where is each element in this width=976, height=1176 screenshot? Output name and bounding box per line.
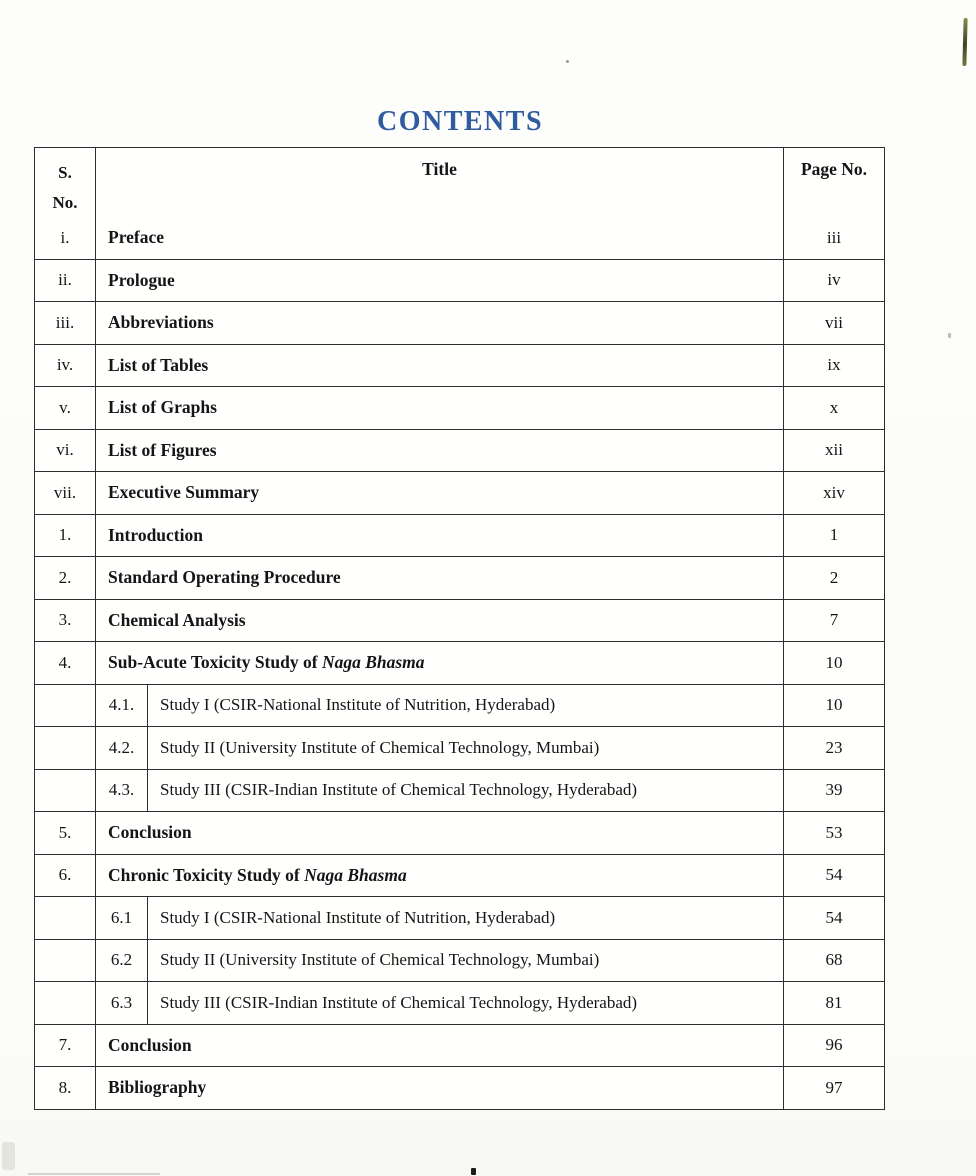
serial-number-cell — [35, 727, 96, 769]
serial-number-cell: ii. — [35, 260, 96, 302]
table-row — [35, 854, 884, 897]
title-cell — [148, 685, 784, 727]
title-cell — [96, 1025, 784, 1067]
page-number-cell: 81 — [825, 992, 843, 1012]
sub-number-cell: 4.1. — [96, 685, 148, 727]
title-text: Introduction — [108, 524, 203, 545]
table-row — [35, 556, 884, 599]
title-text: Study III (CSIR-Indian Institute of Chemical Technology, Hyderabad) — [160, 992, 638, 1012]
table-row — [35, 514, 884, 557]
title-text: List of Tables — [108, 354, 209, 375]
page-number-cell: iii — [826, 227, 842, 247]
page-number-cell: 96 — [825, 1035, 843, 1055]
title-text: Conclusion — [108, 1034, 192, 1055]
scan-artifact-smudge-bottom-left — [2, 1142, 15, 1170]
serial-number-cell: 3. — [35, 600, 96, 642]
table-row — [35, 386, 884, 429]
table-row — [35, 599, 884, 642]
page-number-cell: 1 — [829, 525, 839, 545]
serial-number-cell: 1. — [35, 515, 96, 557]
page-number-cell: 68 — [825, 950, 843, 970]
title-text: Chemical Analysis — [108, 609, 246, 630]
sub-number-cell: 6.3 — [96, 982, 148, 1024]
page-number-cell: 97 — [825, 1077, 843, 1097]
title-text: Prologue — [108, 269, 175, 290]
table-row — [35, 1066, 884, 1109]
serial-number-cell: vi. — [35, 430, 96, 472]
title-text: Study I (CSIR-National Institute of Nutrition, Hyderabad) — [160, 907, 556, 927]
page-number-cell: 7 — [829, 610, 839, 630]
scan-artifact-mark-right — [948, 333, 951, 338]
title-text: Bibliography — [108, 1077, 207, 1098]
title-text: Standard Operating Procedure — [108, 567, 341, 588]
serial-number-cell: 8. — [35, 1067, 96, 1109]
scan-artifact-dot-top — [566, 60, 569, 63]
title-cell — [96, 472, 784, 514]
title-text: Conclusion — [108, 822, 192, 843]
page-title: CONTENTS — [376, 106, 544, 137]
page-number-cell: 54 — [825, 865, 843, 885]
table-body — [35, 217, 884, 1109]
title-cell — [96, 515, 784, 557]
table-row — [35, 1024, 884, 1067]
scan-artifact-bottom-ticks — [28, 1173, 160, 1175]
title-text: Sub-Acute Toxicity Study of — [108, 652, 318, 673]
table-row — [35, 939, 884, 982]
header-serial-number — [35, 148, 96, 217]
sub-number-cell: 6.2 — [96, 940, 148, 982]
title-cell — [96, 387, 784, 429]
table-row — [35, 301, 884, 344]
sub-number-cell: 4.2. — [96, 727, 148, 769]
title-cell — [148, 770, 784, 812]
title-cell — [96, 642, 784, 684]
serial-number-cell — [35, 897, 96, 939]
page-number-cell: x — [829, 397, 839, 417]
page-number-cell: 2 — [829, 567, 839, 587]
scan-artifact-green-streak — [962, 18, 967, 66]
page-number-cell: xiv — [823, 482, 845, 502]
title-cell — [96, 600, 784, 642]
title-cell — [96, 812, 784, 854]
table-row — [35, 769, 884, 812]
page-number-cell: 54 — [825, 907, 843, 927]
table-row — [35, 471, 884, 514]
table-row — [35, 896, 884, 939]
serial-number-cell — [35, 982, 96, 1024]
serial-number-cell: 4. — [35, 642, 96, 684]
header-page-number: Page No. — [800, 159, 868, 179]
table-header-row — [35, 148, 884, 217]
serial-number-cell: 7. — [35, 1025, 96, 1067]
table-row — [35, 726, 884, 769]
table-row — [35, 259, 884, 302]
title-cell — [148, 940, 784, 982]
serial-number-cell: i. — [35, 217, 96, 259]
title-text: Study III (CSIR-Indian Institute of Chemical Technology, Hyderabad) — [160, 780, 638, 800]
table-row — [35, 811, 884, 854]
serial-number-cell: iv. — [35, 345, 96, 387]
table-row — [35, 344, 884, 387]
table-row — [35, 429, 884, 472]
serial-number-cell: 6. — [35, 855, 96, 897]
title-cell — [96, 855, 784, 897]
page-number-cell: vii — [825, 312, 843, 332]
title-cell — [96, 345, 784, 387]
header-sno-line2: No. — [52, 192, 78, 212]
sub-number-cell: 4.3. — [96, 770, 148, 812]
serial-number-cell — [35, 770, 96, 812]
title-cell — [96, 557, 784, 599]
page-number-cell: iv — [827, 270, 841, 290]
serial-number-cell: 2. — [35, 557, 96, 599]
page-number-cell: 10 — [825, 695, 843, 715]
title-cell — [148, 727, 784, 769]
title-text: List of Figures — [108, 439, 217, 460]
title-text: Study I (CSIR-National Institute of Nutrition, Hyderabad) — [160, 695, 556, 715]
title-cell — [148, 982, 784, 1024]
contents-table — [34, 147, 885, 1110]
title-text: Chronic Toxicity Study of — [108, 864, 300, 885]
title-cell — [96, 217, 784, 259]
header-sno-line1: S. — [58, 163, 72, 182]
table-row — [35, 981, 884, 1024]
scan-artifact-dot-bottom — [471, 1168, 476, 1175]
page-number-cell: ix — [827, 355, 841, 375]
serial-number-cell: iii. — [35, 302, 96, 344]
title-italic-text: Naga Bhasma — [317, 652, 425, 673]
sub-number-cell: 6.1 — [96, 897, 148, 939]
title-cell — [96, 1067, 784, 1109]
title-cell — [96, 302, 784, 344]
title-cell — [96, 430, 784, 472]
serial-number-cell — [35, 685, 96, 727]
serial-number-cell: vii. — [35, 472, 96, 514]
title-italic-text: Naga Bhasma — [299, 864, 407, 885]
title-text: Executive Summary — [108, 482, 260, 503]
table-row — [35, 641, 884, 684]
title-cell — [148, 897, 784, 939]
table-row — [35, 684, 884, 727]
page-number-cell: 23 — [825, 737, 843, 757]
serial-number-cell: 5. — [35, 812, 96, 854]
serial-number-cell — [35, 940, 96, 982]
title-text: Preface — [108, 227, 165, 248]
page-number-cell: 53 — [825, 822, 843, 842]
title-text: List of Graphs — [108, 397, 217, 418]
serial-number-cell: v. — [35, 387, 96, 429]
title-cell — [96, 260, 784, 302]
title-text: Abbreviations — [108, 312, 214, 333]
table-row — [35, 217, 884, 259]
header-title: Title — [96, 148, 784, 217]
title-text: Study II (University Institute of Chemical Technology, Mumbai) — [160, 737, 600, 757]
page-number-cell: 39 — [825, 780, 843, 800]
page-number-cell: xii — [825, 440, 843, 460]
title-text: Study II (University Institute of Chemical Technology, Mumbai) — [160, 950, 600, 970]
page-number-cell: 10 — [825, 652, 843, 672]
